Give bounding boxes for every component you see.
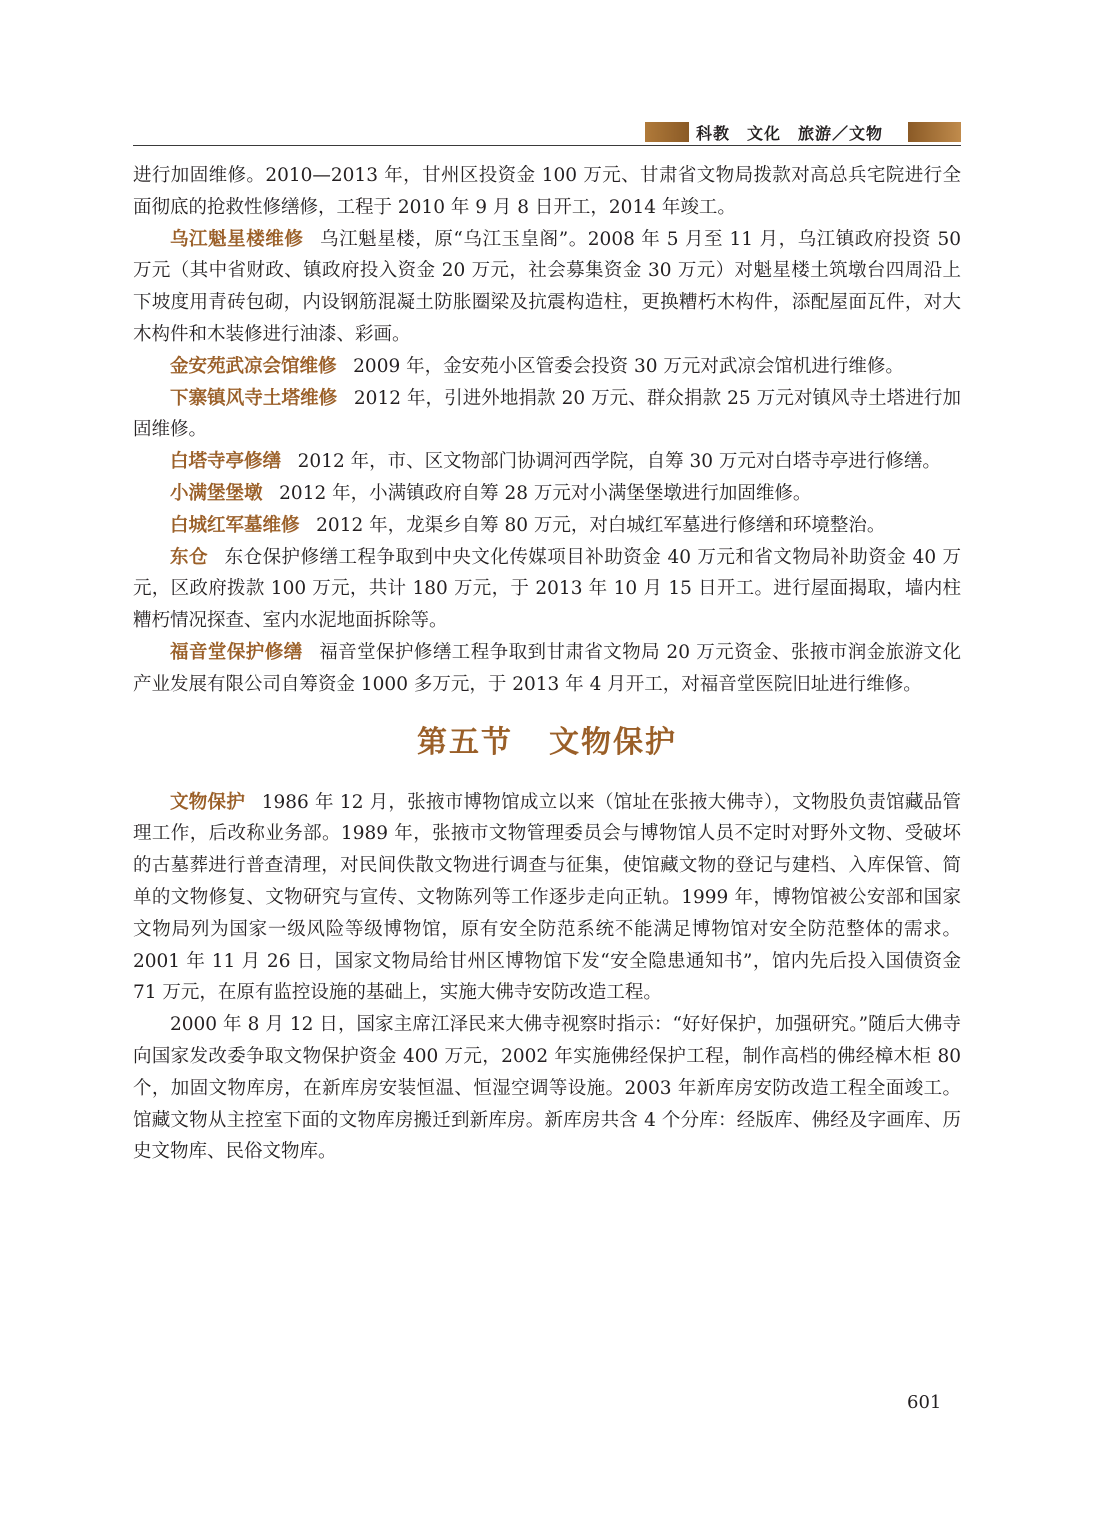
entries-top (133, 160, 961, 701)
entry-keyword: 文物保护 (170, 791, 246, 813)
paragraph-text: 2012 年，市、区文物部门协调河西学院，自筹 30 万元对白塔寺亭进行修缮。 (297, 451, 941, 473)
paragraph-text: 福音堂保护修缮工程争取到甘肃省文物局 20 万元资金、张掖市润金旅游文化产业发展有限公司自筹资金 1000 多万元，于 2013 年 4 月开工，对福音堂医院旧址进行维修。 (133, 641, 961, 695)
paragraph (133, 478, 961, 510)
paragraph-text: 2009 年，金安苑小区管委会投资 30 万元对武凉会馆机进行维修。 (353, 355, 904, 377)
entry-keyword: 白塔寺亭修缮 (170, 451, 282, 473)
section-heading-number: 第五节 (417, 724, 513, 760)
section-heading-title: 文物保护 (549, 724, 677, 760)
paragraph (133, 542, 961, 637)
entry-keyword: 福音堂保护修缮 (170, 641, 303, 663)
paragraph-text: 东仓保护修缮工程争取到中央文化传媒项目补助资金 40 万元和省文物局补助资金 40 万元，区政府拨款 100 万元，共计 180 万元，于 2013 年 10 月 15 日开工。进行屋面揭取，墙内柱糟朽情况探查、室内水泥地面拆除等。 (133, 546, 961, 632)
header-rule (133, 145, 961, 146)
header-section-title: 科教 文化 旅游／文物 (696, 124, 884, 143)
entry-keyword: 金安苑武凉会馆维修 (170, 355, 337, 377)
entry-keyword: 东仓 (170, 546, 208, 568)
paragraph-text: 2012 年，引进外地捐款 20 万元、群众捐款 25 万元对镇风寺土塔进行加固维修。 (133, 387, 961, 441)
entries-bottom (133, 787, 961, 1169)
paragraph-text: 2012 年，小满镇政府自筹 28 万元对小满堡堡墩进行加固维修。 (279, 482, 812, 504)
paragraph (133, 637, 961, 701)
paragraph (133, 1009, 961, 1168)
section-heading (133, 723, 961, 763)
paragraph (133, 383, 961, 447)
page-body (133, 160, 961, 1168)
running-header (133, 118, 961, 146)
header-decor-bar-right (908, 122, 961, 142)
paragraph-text: 2000 年 8 月 12 日，国家主席江泽民来大佛寺视察时指示：“好好保护，加强研究。”随后大佛寺向国家发改委争取文物保护资金 400 万元，2002 年实施佛经保护工程，制作高档的佛经樟木柜 80 个，加固文物库房，在新库房安装恒温、恒湿空调等设施。2003 年新库房安防改造工程全面竣工。馆藏文物从主控室下面的文物库房搬迁到新库房。新库房共含 4 个分库：经版库、佛经及字画库、历史文物库、民俗文物库。 (133, 1014, 961, 1163)
entry-keyword: 白城红军墓维修 (170, 514, 300, 536)
paragraph-text: 进行加固维修。2010—2013 年，甘州区投资金 100 万元、甘肃省文物局拨款对高总兵宅院进行全面彻底的抢救性修缮修，工程于 2010 年 9 月 8 日开工，2014 年竣工。 (133, 165, 961, 218)
paragraph-text: 1986 年 12 月，张掖市博物馆成立以来（馆址在张掖大佛寺），文物股负责馆藏品管理工作，后改称业务部。1989 年，张掖市文物管理委员会与博物馆人员不定时对野外文物、受破坏的古墓葬进行普查清理，对民间佚散文物进行调查与征集，使馆藏文物的登记与建档、入库保管、简单的文物修复、文物研究与宣传、文物陈列等工作逐步走向正轨。1999 年，博物馆被公安部和国家文物局列为国家一级风险等级博物馆，原有安全防范系统不能满足博物馆对安全防范整体的需求。2001 年 11 月 26 日，国家文物局给甘州区博物馆下发“安全隐患通知书”，馆内先后投入国债资金 71 万元，在原有监控设施的基础上，实施大佛寺安防改造工程。 (133, 791, 961, 1004)
entry-keyword: 小满堡堡墩 (170, 482, 263, 504)
entry-keyword: 下寨镇风寺土塔维修 (170, 387, 338, 409)
entry-keyword: 乌江魁星楼维修 (170, 228, 304, 250)
paragraph (133, 224, 961, 351)
header-decor-bar-left (645, 122, 689, 142)
paragraph-text: 乌江魁星楼，原“乌江玉皇阁”。2008 年 5 月至 11 月，乌江镇政府投资 50 万元（其中省财政、镇政府投入资金 20 万元，社会募集资金 30 万元）对魁星楼土筑墩台四周沿上下坡度用青砖包砌，内设钢筋混凝土防胀圈梁及抗震构造柱，更换糟朽木构件，添配屋面瓦件，对大木构件和木装修进行油漆、彩画。 (133, 228, 961, 345)
paragraph-text: 2012 年，龙渠乡自筹 80 万元，对白城红军墓进行修缮和环境整治。 (316, 514, 886, 536)
paragraph (133, 160, 961, 224)
paragraph (133, 446, 961, 478)
paragraph (133, 787, 961, 1010)
page-number: 601 (907, 1392, 942, 1413)
paragraph (133, 510, 961, 542)
paragraph (133, 351, 961, 383)
